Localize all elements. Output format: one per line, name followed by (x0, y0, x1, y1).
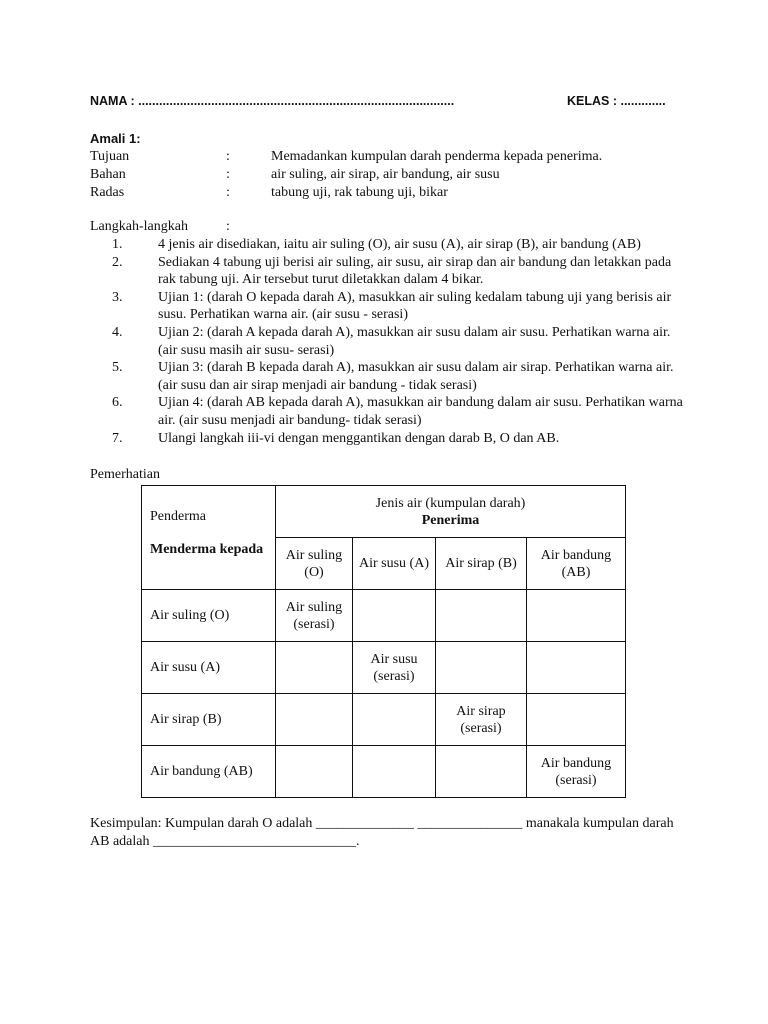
table-row (142, 590, 626, 642)
meta-separator: : (226, 185, 230, 200)
step-item (90, 324, 690, 359)
meta-row-tujuan (90, 148, 690, 166)
table-cell (436, 694, 527, 746)
cell-line: Air sirap (456, 703, 506, 719)
table-cell (527, 590, 626, 642)
meta-label: Radas (90, 185, 125, 200)
penderma-label: Penderma (150, 509, 206, 524)
column-header-line: (O) (304, 564, 324, 580)
meta-row-bahan (90, 166, 690, 184)
steps-list (90, 236, 690, 447)
step-text: Sediakan 4 tabung uji berisi air suling, air susu, air sirap dan air bandung dan letakkan pada (158, 254, 672, 270)
menderma-kepada-label: Menderma kepada (150, 542, 264, 557)
table-cell (436, 746, 527, 798)
meta-row-radas (90, 184, 690, 202)
column-header-line: Air bandung (540, 547, 612, 563)
observation-table (141, 485, 626, 798)
cell-line: Air suling (285, 599, 343, 615)
step-number: 4. (112, 324, 123, 340)
column-header-line: Air susu (A) (359, 556, 429, 571)
column-header (353, 538, 436, 590)
table-cell (353, 590, 436, 642)
step-item (90, 394, 690, 429)
step-number: 7. (112, 430, 123, 446)
meta-separator: : (226, 167, 230, 182)
column-header (276, 538, 353, 590)
table-cell (276, 746, 353, 798)
row-label: Air susu (A) (142, 642, 276, 694)
cell-line: (serasi) (555, 772, 597, 788)
cell-line: (serasi) (373, 668, 415, 684)
step-number: 1. (112, 237, 123, 252)
steps-heading-label: Langkah-langkah (90, 219, 188, 234)
table-cell (276, 590, 353, 642)
table-cell (527, 746, 626, 798)
meta-value: Memadankan kumpulan darah penderma kepada penerima. (271, 149, 603, 164)
table-cell (276, 642, 353, 694)
column-header-line: (AB) (561, 564, 591, 580)
column-header-line: Air sirap (B) (445, 556, 517, 571)
cell-line: Air bandung (540, 755, 612, 771)
step-number: 6. (112, 395, 123, 411)
step-text: 4 jenis air disediakan, iaitu air suling (O), air susu (A), air sirap (B), air bandung (AB) (158, 237, 641, 252)
step-number: 3. (112, 289, 123, 305)
row-label: Air sirap (B) (142, 694, 276, 746)
table-cell (276, 694, 353, 746)
step-number: 5. (112, 360, 123, 376)
meta-label: Tujuan (90, 149, 130, 164)
steps-heading (90, 218, 690, 236)
penerima-label: Penerima (421, 512, 480, 528)
step-text: Ulangi langkah iii-vi dengan menggantikan dengan darab B, O dan AB. (158, 430, 560, 446)
meta-label: Bahan (90, 167, 126, 182)
table-cell (353, 642, 436, 694)
table-corner-cell (142, 486, 276, 590)
step-text: Ujian 1: (darah O kepada darah A), masukkan air suling kedalam tabung uji yang berisis air (158, 289, 672, 305)
step-text: Ujian 2: (darah A kepada darah A), masukkan air susu dalam air susu. Perhatikan warna air. (158, 324, 671, 340)
row-label: Air bandung (AB) (142, 746, 276, 798)
table-cell (353, 694, 436, 746)
row-label: Air suling (O) (142, 590, 276, 642)
table-row (142, 694, 626, 746)
table-cell (353, 746, 436, 798)
step-item (90, 254, 690, 289)
jenis-air-label: Jenis air (kumpulan darah) (375, 495, 526, 511)
name-field[interactable]: NAMA : ........................................................................................... (90, 94, 455, 108)
step-item (90, 430, 690, 448)
steps-heading-separator: : (226, 219, 230, 234)
step-number: 2. (112, 254, 123, 270)
cell-line: (serasi) (460, 720, 502, 736)
step-item (90, 289, 690, 324)
class-field[interactable]: KELAS : ............. (567, 94, 666, 108)
meta-separator: : (226, 149, 230, 164)
cell-line: (serasi) (293, 616, 335, 632)
table-row (142, 642, 626, 694)
practical-title: Amali 1: (90, 131, 141, 146)
step-text-cont: susu. Perhatikan warna air. (air susu - serasi) (158, 307, 408, 323)
table-cell (527, 642, 626, 694)
step-text-cont: (air susu dan air sirap menjadi air bandung - tidak serasi) (158, 377, 477, 393)
recipient-header-cell (276, 486, 626, 538)
meta-value: air suling, air sirap, air bandung, air susu (271, 167, 500, 182)
column-header (436, 538, 527, 590)
step-text-cont: air. (air susu menjadi air bandung- tidak serasi) (158, 412, 422, 428)
table-row (142, 746, 626, 798)
step-text: Ujian 4: (darah AB kepada darah A), masukkan air bandung dalam air susu. Perhatikan warna (158, 395, 683, 411)
table-cell (436, 642, 527, 694)
column-header-line: Air suling (285, 547, 343, 563)
table-header-row (142, 486, 626, 538)
table-cell (527, 694, 626, 746)
conclusion-line-2[interactable]: AB adalah _____________________________. (90, 834, 360, 849)
step-item (90, 359, 690, 394)
step-text: Ujian 3: (darah B kepada darah A), masukkan air susu dalam air sirap. Perhatikan warna air. (158, 360, 674, 376)
step-text-cont: (air susu masih air susu- serasi) (158, 342, 335, 358)
column-header (527, 538, 626, 590)
cell-line: Air susu (370, 651, 418, 667)
step-item (90, 236, 690, 254)
meta-value: tabung uji, rak tabung uji, bikar (271, 185, 448, 200)
observation-heading: Pemerhatian (90, 467, 160, 482)
step-text-cont: rak tabung uji. Air tersebut turut diletakkan dalam 4 bikar. (158, 272, 484, 288)
conclusion-line-1[interactable]: Kesimpulan: Kumpulan darah O adalah ______________ _______________ manakala kumpulan darah (90, 816, 674, 831)
table-cell (436, 590, 527, 642)
